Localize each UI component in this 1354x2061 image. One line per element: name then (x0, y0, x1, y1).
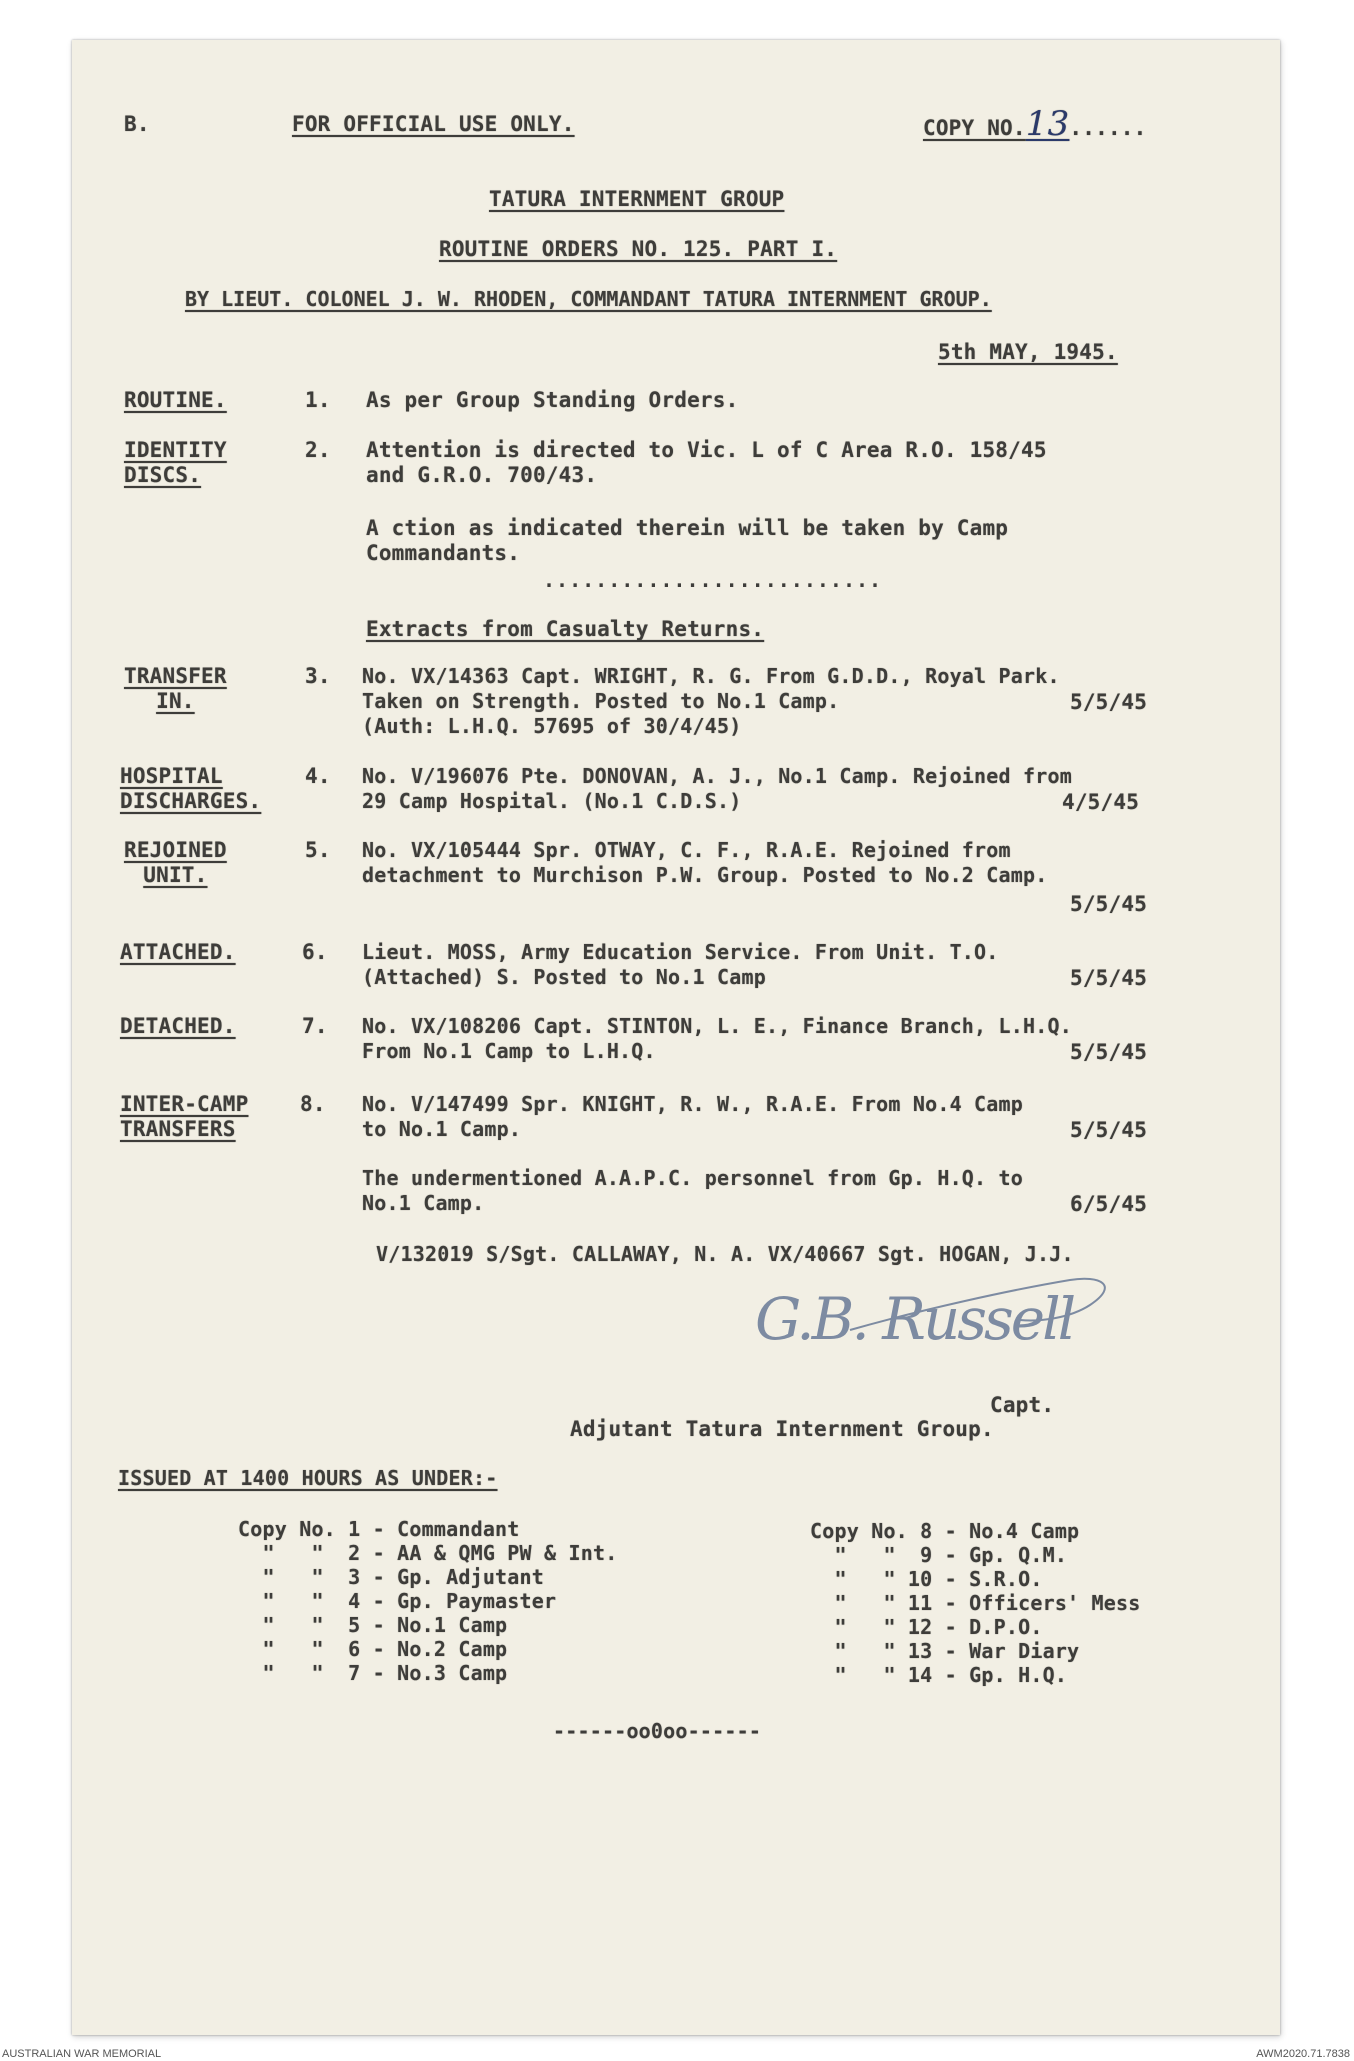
routine-orders-title: ROUTINE ORDERS NO. 125. PART I. (439, 237, 838, 261)
order-number: 5. (305, 838, 331, 862)
order-number: 4. (305, 764, 331, 788)
order-number: 2. (305, 438, 331, 462)
order-text: No. VX/108206 Capt. STINTON, L. E., Finance Branch, L.H.Q. From No.1 Camp to L.H.Q. (362, 1014, 1072, 1063)
entry-date: 5/5/45 (1070, 690, 1148, 714)
order-number: 7. (302, 1014, 328, 1038)
personnel-list: V/132019 S/Sgt. CALLAWAY, N. A. VX/40667 Sgt. HOGAN, J.J. (376, 1242, 1074, 1266)
casualty-returns-heading: Extracts from Casualty Returns. (366, 617, 765, 641)
order-text: A ction as indicated therein will be taken by Camp Commandants. (366, 516, 1009, 565)
order-text: Lieut. MOSS, Army Education Service. From Unit. T.O. (Attached) S. Posted to No.1 Camp (362, 940, 999, 989)
distribution-item: " " 13 - War Diary (810, 1639, 1080, 1663)
distribution-item: " " 7 - No.3 Camp (238, 1661, 508, 1685)
order-date: 5th MAY, 1945. (938, 340, 1118, 364)
order-heading-attached: ATTACHED. (120, 940, 236, 964)
group-title: TATURA INTERNMENT GROUP (489, 187, 785, 211)
distribution-item: " " 11 - Officers' Mess (810, 1591, 1141, 1615)
order-text: No. V/196076 Pte. DONOVAN, A. J., No.1 Camp. Rejoined from 29 Camp Hospital. (No.1 C.D.S.) (362, 764, 1072, 813)
signature-handwritten: G.B. Russell (755, 1285, 1074, 1353)
signatory-rank: Capt. (990, 1393, 1055, 1417)
order-heading-inter-camp-transfers: INTER-CAMP TRANSFERS (120, 1092, 249, 1141)
order-heading-routine: ROUTINE. (124, 388, 227, 412)
entry-date: 5/5/45 (1070, 1118, 1148, 1142)
order-heading-identity-discs: IDENTITY DISCS. (124, 438, 227, 487)
distribution-item: " " 6 - No.2 Camp (238, 1637, 508, 1661)
reference-letter: B. (124, 112, 150, 136)
order-text: Attention is directed to Vic. L of C Area R.O. 158/45 and G.R.O. 700/43. (366, 438, 1047, 487)
entry-date: 5/5/45 (1070, 892, 1148, 916)
entry-date: 5/5/45 (1070, 1040, 1148, 1064)
order-number: 1. (305, 388, 331, 412)
order-number: 3. (305, 664, 331, 688)
order-heading-rejoined-unit: REJOINED UNIT. (124, 838, 227, 887)
copy-label-tail: ...... (1069, 116, 1147, 140)
distribution-item: Copy No. 8 - No.4 Camp (810, 1519, 1080, 1543)
distribution-list-left (238, 1517, 617, 1685)
order-text: As per Group Standing Orders. (366, 388, 739, 412)
copy-label: COPY NO. (923, 116, 1026, 140)
distribution-item: Copy No. 1 - Commandant (238, 1517, 520, 1541)
copy-number-label (923, 104, 1147, 144)
distribution-item: " " 14 - Gp. H.Q. (810, 1663, 1068, 1687)
entry-date: 5/5/45 (1070, 966, 1148, 990)
copy-number-handwritten: 13 (1025, 104, 1070, 144)
classification-label: FOR OFFICIAL USE ONLY. (292, 112, 575, 136)
order-text: The undermentioned A.A.P.C. personnel from Gp. H.Q. to No.1 Camp. (362, 1166, 1024, 1215)
distribution-item: " " 10 - S.R.O. (810, 1567, 1043, 1591)
order-heading-detached: DETACHED. (120, 1014, 236, 1038)
footer-accession-number: AWM2020.71.7838 (1256, 2048, 1350, 2060)
order-text: No. VX/14363 Capt. WRIGHT, R. G. From G.D.D., Royal Park. Taken on Strength. Posted to No.1 Camp. (Auth: L.H.Q. 57695 of 30/4/45) (362, 664, 1060, 738)
distribution-item: " " 2 - AA & QMG PW & Int. (238, 1541, 618, 1565)
signatory-title: Adjutant Tatura Internment Group. (570, 1417, 994, 1441)
entry-date: 6/5/45 (1070, 1192, 1148, 1216)
order-number: 8. (300, 1092, 326, 1116)
order-heading-transfer-in: TRANSFER IN. (124, 664, 227, 713)
separator-dots: .......................... (543, 568, 883, 592)
distribution-item: " " 5 - No.1 Camp (238, 1613, 508, 1637)
distribution-heading: ISSUED AT 1400 HOURS AS UNDER:- (118, 1466, 498, 1490)
order-heading-hospital-discharges: HOSPITAL DISCHARGES. (120, 764, 262, 813)
order-text: No. VX/105444 Spr. OTWAY, C. F., R.A.E. Rejoined from detachment to Murchison P.W. Group. Posted to No.2 Camp. (362, 838, 1048, 887)
distribution-item: " " 9 - Gp. Q.M. (810, 1543, 1068, 1567)
distribution-item: " " 3 - Gp. Adjutant (238, 1565, 545, 1589)
end-of-document-mark: ------oo0oo------ (553, 1719, 762, 1743)
distribution-item: " " 12 - D.P.O. (810, 1615, 1043, 1639)
issuing-officer-line: BY LIEUT. COLONEL J. W. RHODEN, COMMANDANT TATURA INTERNMENT GROUP. (185, 287, 992, 311)
entry-date: 4/5/45 (1062, 790, 1140, 814)
footer-source: AUSTRALIAN WAR MEMORIAL (2, 2048, 162, 2060)
order-number: 6. (302, 940, 328, 964)
order-text: No. V/147499 Spr. KNIGHT, R. W., R.A.E. From No.4 Camp to No.1 Camp. (362, 1092, 1024, 1141)
distribution-item: " " 4 - Gp. Paymaster (238, 1589, 557, 1613)
distribution-list-right (810, 1519, 1141, 1687)
